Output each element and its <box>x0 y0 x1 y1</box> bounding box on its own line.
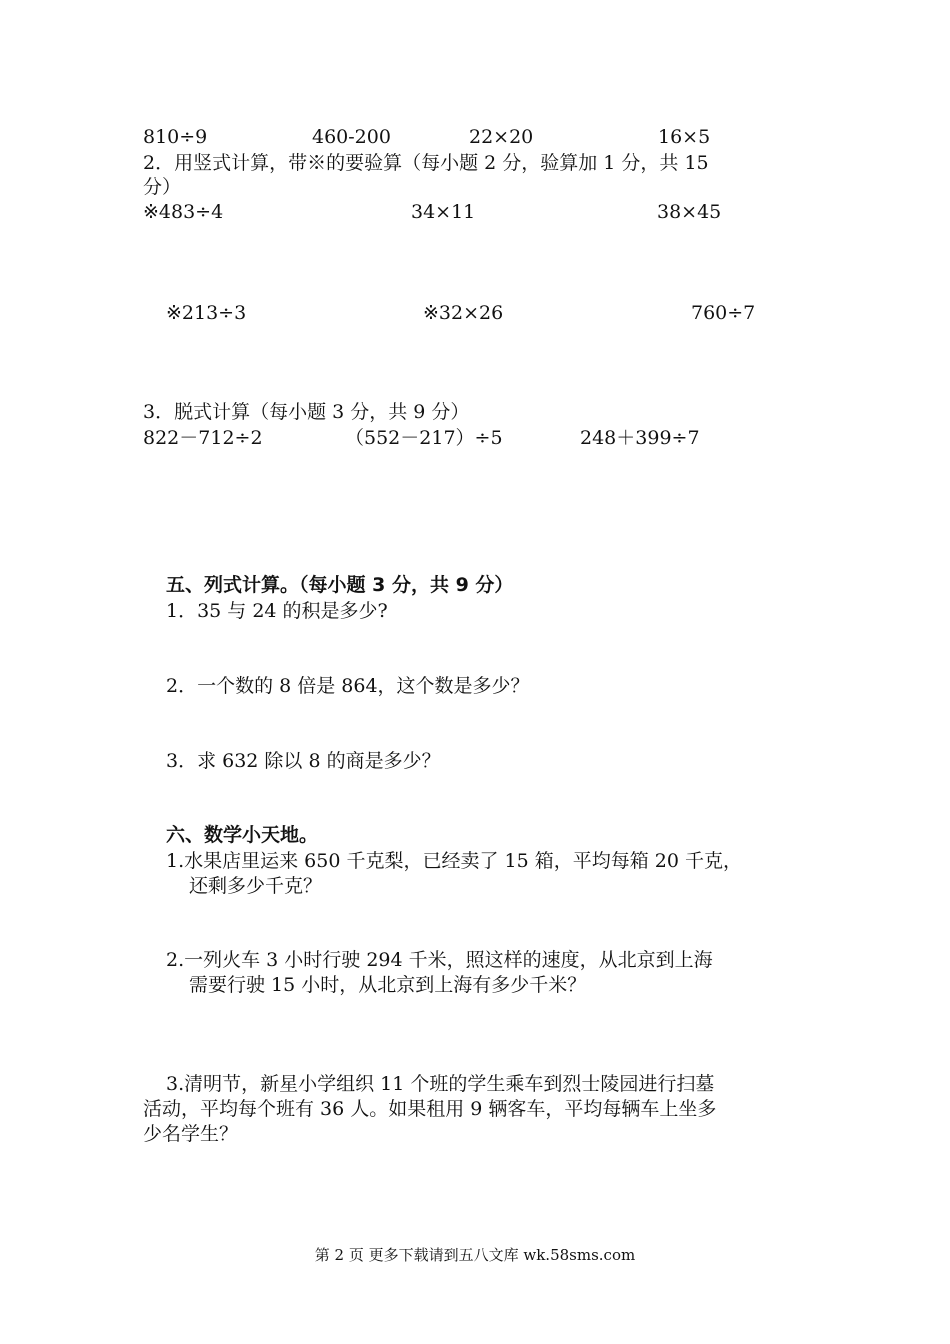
calc-item-460-minus-200: 460-200 <box>312 126 391 148</box>
section6-p3-line1: 3.清明节，新星小学组织 11 个班的学生乘车到烈士陵园进行扫墓 <box>166 1073 715 1095</box>
q3-item-3: 248＋399÷7 <box>580 427 700 449</box>
section6-p2-line1: 2.一列火车 3 小时行驶 294 千米，照这样的速度，从北京到上海 <box>166 949 713 971</box>
section6-p3-line3: 少名学生？ <box>143 1123 239 1145</box>
q2-item-32-times-26: ※32×26 <box>423 302 504 324</box>
section6-p2-line2: 需要行驶 15 小时，从北京到上海有多少千米？ <box>189 974 587 996</box>
q2-instruction-line1: 2．用竖式计算，带※的要验算（每小题 2 分，验算加 1 分，共 15 <box>143 152 709 174</box>
section5-item-2: 2．一个数的 8 倍是 864，这个数是多少？ <box>166 675 530 697</box>
section6-p1-line1: 1.水果店里运来 650 千克梨，已经卖了 15 箱，平均每箱 20 千克， <box>166 850 742 872</box>
section6-p1-line2: 还剩多少千克？ <box>189 875 323 897</box>
section6-title: 六、数学小天地。 <box>166 824 319 846</box>
q3-title: 3．脱式计算（每小题 3 分，共 9 分） <box>143 401 470 423</box>
q2-instruction-line2: 分） <box>143 176 182 198</box>
q2-item-760-div-7: 760÷7 <box>691 302 756 324</box>
section6-p3-line2: 活动，平均每个班有 36 人。如果租用 9 辆客车，平均每辆车上坐多 <box>143 1098 717 1120</box>
calc-item-16-times-5: 16×5 <box>658 126 711 148</box>
section5-title: 五、列式计算。（每小题 3 分，共 9 分） <box>166 574 514 596</box>
section5-item-3: 3．求 632 除以 8 的商是多少？ <box>166 750 441 772</box>
q3-item-1: 822－712÷2 <box>143 427 263 449</box>
section5-item-1: 1．35 与 24 的积是多少? <box>166 600 388 622</box>
q2-item-34-times-11: 34×11 <box>411 201 476 223</box>
q3-item-2: （552－217）÷5 <box>345 427 503 449</box>
page-footer: 第 2 页 更多下载请到五八文库 wk.58sms.com <box>314 1246 636 1264</box>
calc-item-810-div-9: 810÷9 <box>143 126 208 148</box>
calc-item-22-times-20: 22×20 <box>469 126 534 148</box>
q2-item-483-div-4: ※483÷4 <box>143 201 224 223</box>
q2-item-38-times-45: 38×45 <box>657 201 722 223</box>
q2-item-213-div-3: ※213÷3 <box>166 302 247 324</box>
